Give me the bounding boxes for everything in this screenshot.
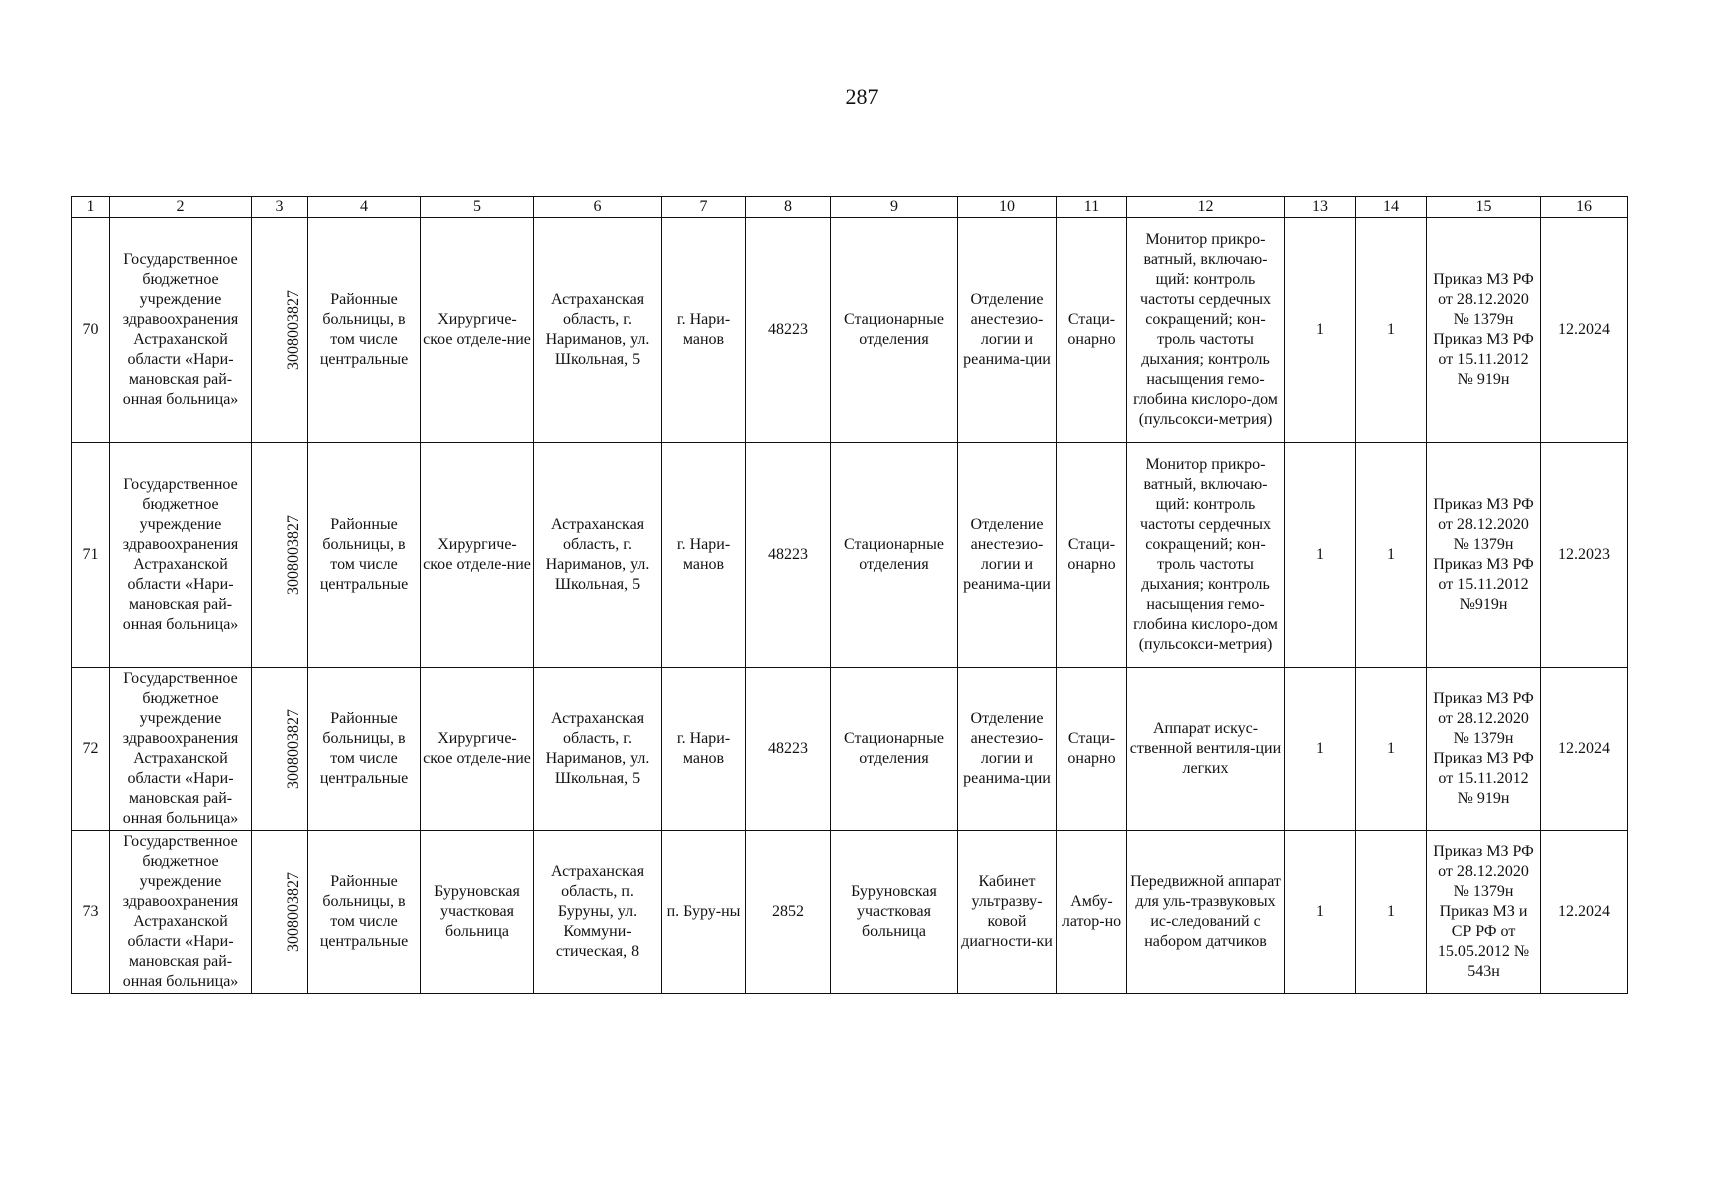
locality: г. Нари-манов [662, 668, 746, 831]
date: 12.2024 [1541, 218, 1628, 443]
locality: г. Нари-манов [662, 443, 746, 668]
division: Отделение анестезио-логии и реанима-ции [958, 218, 1057, 443]
date: 12.2024 [1541, 831, 1628, 994]
address: Астраханская область, п. Буруны, ул. Коммуни-стическая, 8 [534, 831, 662, 994]
inn-text: 3008003827 [285, 872, 302, 952]
address: Астраханская область, г. Нариманов, ул. Школьная, 5 [534, 218, 662, 443]
order-reference: Приказ МЗ РФ от 28.12.2020 № 1379н Приказ МЗ РФ от 15.11.2012 № 919н [1427, 668, 1541, 831]
inn-text: 3008003827 [285, 290, 302, 370]
column-number: 12 [1127, 197, 1285, 218]
date: 12.2023 [1541, 443, 1628, 668]
facility-type: Районные больницы, в том числе центральные [308, 218, 421, 443]
organization-name: Государственное бюджетное учреждение здравоохранения Астраханской области «Нари-мановская рай-онная больница» [110, 831, 252, 994]
column-number: 7 [662, 197, 746, 218]
department: Буруновская участковая больница [421, 831, 534, 994]
department: Хирургиче-ское отделе-ние [421, 443, 534, 668]
equipment-table [71, 196, 1628, 994]
column-number: 1 [72, 197, 110, 218]
order-reference: Приказ МЗ РФ от 28.12.2020 № 1379н Приказ МЗ РФ от 15.11.2012 №919н [1427, 443, 1541, 668]
column-number: 8 [746, 197, 831, 218]
order-reference: Приказ МЗ РФ от 28.12.2020 № 1379н Приказ МЗ РФ от 15.11.2012 № 919н [1427, 218, 1541, 443]
column-number: 13 [1285, 197, 1356, 218]
quantity: 1 [1356, 218, 1427, 443]
organization-name: Государственное бюджетное учреждение здравоохранения Астраханской области «Нари-мановская рай-онная больница» [110, 443, 252, 668]
table-row [72, 443, 1628, 668]
column-number-row [72, 197, 1628, 218]
care-mode: Амбу-латор-но [1057, 831, 1127, 994]
column-number: 9 [831, 197, 958, 218]
organization-name: Государственное бюджетное учреждение здравоохранения Астраханской области «Нари-мановская рай-онная больница» [110, 668, 252, 831]
care-mode: Стаци-онарно [1057, 443, 1127, 668]
column-number: 14 [1356, 197, 1427, 218]
column-number: 15 [1427, 197, 1541, 218]
inn-code [252, 668, 308, 831]
code: 48223 [746, 668, 831, 831]
table-row [72, 218, 1628, 443]
locality: г. Нари-манов [662, 218, 746, 443]
department: Хирургиче-ское отделе-ние [421, 218, 534, 443]
equipment: Аппарат искус-ственной вентиля-ции легких [1127, 668, 1285, 831]
column-number: 11 [1057, 197, 1127, 218]
unit: Стационарные отделения [831, 443, 958, 668]
unit: Стационарные отделения [831, 668, 958, 831]
column-number: 10 [958, 197, 1057, 218]
organization-name: Государственное бюджетное учреждение здравоохранения Астраханской области «Нари-мановская рай-онная больница» [110, 218, 252, 443]
quantity: 1 [1285, 218, 1356, 443]
column-number: 3 [252, 197, 308, 218]
inn-text: 3008003827 [285, 709, 302, 789]
facility-type: Районные больницы, в том числе центральные [308, 668, 421, 831]
page-number: 287 [845, 84, 879, 109]
inn-text: 3008003827 [285, 515, 302, 595]
inn-code [252, 831, 308, 994]
column-number: 2 [110, 197, 252, 218]
row-number: 72 [72, 668, 110, 831]
column-number: 16 [1541, 197, 1628, 218]
row-number: 73 [72, 831, 110, 994]
equipment: Монитор прикро-ватный, включаю-щий: контроль частоты сердечных сокращений; кон-троль частоты дыхания; контроль насыщения гемо-глобина кислоро-дом (пульсокси-метрия) [1127, 443, 1285, 668]
quantity: 1 [1356, 443, 1427, 668]
quantity: 1 [1356, 831, 1427, 994]
quantity: 1 [1356, 668, 1427, 831]
inn-code [252, 443, 308, 668]
code: 48223 [746, 443, 831, 668]
table-row [72, 831, 1628, 994]
locality: п. Буру-ны [662, 831, 746, 994]
division: Отделение анестезио-логии и реанима-ции [958, 443, 1057, 668]
quantity: 1 [1285, 443, 1356, 668]
address: Астраханская область, г. Нариманов, ул. Школьная, 5 [534, 443, 662, 668]
unit: Стационарные отделения [831, 218, 958, 443]
facility-type: Районные больницы, в том числе центральные [308, 831, 421, 994]
care-mode: Стаци-онарно [1057, 668, 1127, 831]
column-number: 6 [534, 197, 662, 218]
equipment: Передвижной аппарат для уль-тразвуковых ис-следований с набором датчиков [1127, 831, 1285, 994]
column-number: 4 [308, 197, 421, 218]
row-number: 70 [72, 218, 110, 443]
row-number: 71 [72, 443, 110, 668]
quantity: 1 [1285, 831, 1356, 994]
department: Хирургиче-ское отделе-ние [421, 668, 534, 831]
table-row [72, 668, 1628, 831]
quantity: 1 [1285, 668, 1356, 831]
date: 12.2024 [1541, 668, 1628, 831]
division: Отделение анестезио-логии и реанима-ции [958, 668, 1057, 831]
inn-code [252, 218, 308, 443]
equipment: Монитор прикро-ватный, включаю-щий: контроль частоты сердечных сокращений; кон-троль частоты дыхания; контроль насыщения гемо-глобина кислоро-дом (пульсокси-метрия) [1127, 218, 1285, 443]
order-reference: Приказ МЗ РФ от 28.12.2020 № 1379н Приказ МЗ и СР РФ от 15.05.2012 № 543н [1427, 831, 1541, 994]
division: Кабинет ультразву-ковой диагности-ки [958, 831, 1057, 994]
unit: Буруновская участковая больница [831, 831, 958, 994]
code: 48223 [746, 218, 831, 443]
address: Астраханская область, г. Нариманов, ул. Школьная, 5 [534, 668, 662, 831]
column-number: 5 [421, 197, 534, 218]
care-mode: Стаци-онарно [1057, 218, 1127, 443]
code: 2852 [746, 831, 831, 994]
facility-type: Районные больницы, в том числе центральные [308, 443, 421, 668]
